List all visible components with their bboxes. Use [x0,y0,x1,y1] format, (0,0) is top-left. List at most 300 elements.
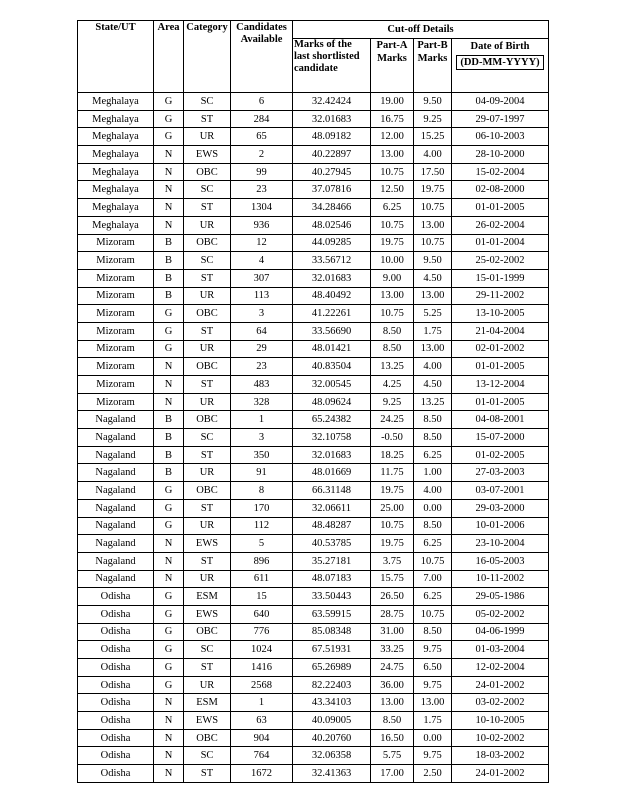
cell-marks-last: 33.56690 [293,322,371,340]
cell-dob: 03-07-2001 [452,482,549,500]
table-row [78,163,549,181]
cell-part-b: 13.00 [414,216,452,234]
cell-area: N [154,146,184,164]
cell-part-b: 8.50 [414,517,452,535]
cell-part-b: 19.75 [414,181,452,199]
cell-area: N [154,376,184,394]
table-row [78,676,549,694]
cell-state: Nagaland [78,552,154,570]
header-category: Category [184,21,231,93]
cell-marks-last: 40.20760 [293,729,371,747]
cell-state: Odisha [78,765,154,783]
cell-part-a: 9.00 [371,269,414,287]
cell-dob: 21-04-2004 [452,322,549,340]
cell-part-a: 16.75 [371,110,414,128]
cell-part-b: 17.50 [414,163,452,181]
cell-dob: 13-10-2005 [452,305,549,323]
cell-candidates: 12 [231,234,293,252]
cell-part-b: 8.50 [414,623,452,641]
cell-dob: 03-02-2002 [452,694,549,712]
cell-candidates: 8 [231,482,293,500]
cell-dob: 10-10-2005 [452,712,549,730]
cell-candidates: 1 [231,694,293,712]
cell-area: N [154,712,184,730]
cell-candidates: 1 [231,411,293,429]
cell-state: Nagaland [78,446,154,464]
cell-category: OBC [184,234,231,252]
cell-marks-last: 48.09624 [293,393,371,411]
cell-part-a: 10.75 [371,163,414,181]
cell-candidates: 91 [231,464,293,482]
cell-area: B [154,446,184,464]
cell-part-b: 6.25 [414,588,452,606]
cell-candidates: 328 [231,393,293,411]
cell-marks-last: 63.59915 [293,605,371,623]
table-row [78,623,549,641]
cell-part-b: 4.50 [414,269,452,287]
cell-area: G [154,322,184,340]
cell-dob: 26-02-2004 [452,216,549,234]
cell-candidates: 776 [231,623,293,641]
cell-dob: 16-05-2003 [452,552,549,570]
cutoff-table-container [77,20,548,783]
cell-state: Mizoram [78,340,154,358]
cell-candidates: 6 [231,93,293,111]
cell-dob: 29-07-1997 [452,110,549,128]
table-row [78,552,549,570]
table-row [78,446,549,464]
table-row [78,110,549,128]
cell-part-a: 3.75 [371,552,414,570]
cell-part-a: 24.75 [371,659,414,677]
table-row [78,659,549,677]
cell-state: Nagaland [78,464,154,482]
table-row [78,340,549,358]
cell-candidates: 170 [231,499,293,517]
header-state: State/UT [78,21,154,93]
cell-candidates: 112 [231,517,293,535]
cell-state: Mizoram [78,287,154,305]
cell-category: ST [184,376,231,394]
cell-category: EWS [184,535,231,553]
cell-category: UR [184,287,231,305]
cell-candidates: 64 [231,322,293,340]
cell-part-a: 31.00 [371,623,414,641]
table-row [78,411,549,429]
cell-marks-last: 65.24382 [293,411,371,429]
cell-marks-last: 48.48287 [293,517,371,535]
cell-part-a: 15.75 [371,570,414,588]
table-row [78,429,549,447]
cell-category: ST [184,110,231,128]
cell-marks-last: 33.56712 [293,252,371,270]
cell-dob: 10-01-2006 [452,517,549,535]
table-row [78,729,549,747]
cell-area: B [154,411,184,429]
header-candidates: Candidates Available [231,21,293,93]
cell-area: N [154,199,184,217]
cell-area: G [154,340,184,358]
cell-state: Odisha [78,729,154,747]
cell-part-a: 17.00 [371,765,414,783]
cell-part-b: 10.75 [414,234,452,252]
cell-part-a: 19.00 [371,93,414,111]
cell-part-b: 8.50 [414,429,452,447]
cell-part-a: 5.75 [371,747,414,765]
cell-category: SC [184,429,231,447]
cell-marks-last: 40.22897 [293,146,371,164]
cell-part-b: 4.00 [414,482,452,500]
cell-state: Nagaland [78,411,154,429]
cell-dob: 29-11-2002 [452,287,549,305]
cell-dob: 01-01-2005 [452,199,549,217]
cell-marks-last: 43.34103 [293,694,371,712]
table-row [78,570,549,588]
cell-area: N [154,694,184,712]
cell-candidates: 4 [231,252,293,270]
cell-part-a: 36.00 [371,676,414,694]
cell-marks-last: 82.22403 [293,676,371,694]
cell-part-a: 10.75 [371,517,414,535]
cell-part-b: 5.25 [414,305,452,323]
cell-category: EWS [184,712,231,730]
cell-candidates: 1416 [231,659,293,677]
table-row [78,464,549,482]
header-date-of-birth [452,39,549,93]
cell-marks-last: 32.42424 [293,93,371,111]
cell-part-a: 11.75 [371,464,414,482]
cell-marks-last: 40.27945 [293,163,371,181]
cell-area: G [154,641,184,659]
cell-part-b: 1.00 [414,464,452,482]
cell-part-a: 12.50 [371,181,414,199]
cell-category: UR [184,570,231,588]
cell-state: Odisha [78,659,154,677]
cell-state: Nagaland [78,499,154,517]
cell-part-a: 25.00 [371,499,414,517]
cell-state: Meghalaya [78,110,154,128]
cell-dob: 10-11-2002 [452,570,549,588]
cell-part-b: 10.75 [414,552,452,570]
cell-area: N [154,570,184,588]
cell-dob: 24-01-2002 [452,676,549,694]
header-dob-title: Date of Birth [470,41,530,52]
cell-category: ESM [184,694,231,712]
cell-category: OBC [184,358,231,376]
cell-category: UR [184,517,231,535]
cell-area: B [154,252,184,270]
cell-marks-last: 48.01421 [293,340,371,358]
cell-candidates: 764 [231,747,293,765]
cell-area: G [154,517,184,535]
cell-category: ST [184,322,231,340]
cell-part-a: 13.00 [371,287,414,305]
table-row [78,216,549,234]
table-row [78,712,549,730]
cell-category: SC [184,181,231,199]
table-row [78,181,549,199]
cell-state: Nagaland [78,482,154,500]
header-dob-format: (DD-MM-YYYY) [456,55,543,70]
cell-area: G [154,482,184,500]
cell-area: N [154,765,184,783]
cell-candidates: 3 [231,305,293,323]
cell-candidates: 99 [231,163,293,181]
table-row [78,605,549,623]
cutoff-table [77,20,549,783]
cell-part-a: -0.50 [371,429,414,447]
table-row [78,199,549,217]
cell-marks-last: 32.01683 [293,269,371,287]
cell-marks-last: 66.31148 [293,482,371,500]
cell-state: Mizoram [78,234,154,252]
header-part-b-marks: Part-B Marks [414,39,452,93]
header-part-a-marks: Part-A Marks [371,39,414,93]
cell-dob: 15-02-2004 [452,163,549,181]
cell-part-a: 9.25 [371,393,414,411]
cell-state: Nagaland [78,429,154,447]
cell-area: N [154,552,184,570]
cell-candidates: 896 [231,552,293,570]
cell-marks-last: 44.09285 [293,234,371,252]
cell-dob: 15-07-2000 [452,429,549,447]
cell-part-b: 6.50 [414,659,452,677]
cell-part-b: 6.25 [414,446,452,464]
cell-dob: 01-02-2005 [452,446,549,464]
cell-candidates: 936 [231,216,293,234]
cell-dob: 15-01-1999 [452,269,549,287]
table-row [78,128,549,146]
cell-part-a: 18.25 [371,446,414,464]
cell-candidates: 611 [231,570,293,588]
cell-candidates: 284 [231,110,293,128]
cell-part-b: 10.75 [414,605,452,623]
table-row [78,93,549,111]
cell-candidates: 3 [231,429,293,447]
cell-area: B [154,429,184,447]
cell-state: Meghalaya [78,199,154,217]
cell-part-a: 10.75 [371,216,414,234]
cell-candidates: 350 [231,446,293,464]
cell-marks-last: 33.50443 [293,588,371,606]
cell-state: Meghalaya [78,216,154,234]
cell-part-b: 9.50 [414,252,452,270]
cell-dob: 29-03-2000 [452,499,549,517]
header-area: Area [154,21,184,93]
cell-marks-last: 32.00545 [293,376,371,394]
cell-category: SC [184,641,231,659]
cell-candidates: 1304 [231,199,293,217]
cell-dob: 04-08-2001 [452,411,549,429]
cell-state: Odisha [78,747,154,765]
table-row [78,305,549,323]
table-row [78,747,549,765]
cell-area: N [154,181,184,199]
cell-dob: 05-02-2002 [452,605,549,623]
cell-category: ST [184,552,231,570]
cell-area: G [154,605,184,623]
header-marks-last-shortlisted: Marks of the last shortlisted candidate [293,39,371,93]
cell-marks-last: 48.01669 [293,464,371,482]
cell-marks-last: 34.28466 [293,199,371,217]
cell-marks-last: 32.01683 [293,446,371,464]
table-row [78,358,549,376]
cell-candidates: 1672 [231,765,293,783]
cell-state: Mizoram [78,322,154,340]
cell-part-b: 13.00 [414,287,452,305]
cell-dob: 18-03-2002 [452,747,549,765]
cell-marks-last: 48.40492 [293,287,371,305]
cell-dob: 10-02-2002 [452,729,549,747]
cell-marks-last: 65.26989 [293,659,371,677]
cell-part-a: 8.50 [371,712,414,730]
cell-part-b: 1.75 [414,322,452,340]
cell-area: G [154,588,184,606]
cell-category: SC [184,93,231,111]
table-row [78,765,549,783]
cell-state: Odisha [78,588,154,606]
cell-category: SC [184,252,231,270]
cell-category: UR [184,340,231,358]
cell-area: N [154,358,184,376]
cell-part-a: 19.75 [371,482,414,500]
cell-marks-last: 67.51931 [293,641,371,659]
cell-marks-last: 40.53785 [293,535,371,553]
cell-dob: 01-01-2005 [452,358,549,376]
cell-part-b: 7.00 [414,570,452,588]
cell-area: G [154,93,184,111]
cell-area: N [154,535,184,553]
cell-state: Meghalaya [78,163,154,181]
cell-dob: 24-01-2002 [452,765,549,783]
cell-part-a: 33.25 [371,641,414,659]
cell-state: Nagaland [78,517,154,535]
cell-dob: 12-02-2004 [452,659,549,677]
cell-category: UR [184,676,231,694]
cell-category: OBC [184,411,231,429]
cell-candidates: 63 [231,712,293,730]
cell-marks-last: 85.08348 [293,623,371,641]
cell-part-b: 9.75 [414,747,452,765]
cell-candidates: 29 [231,340,293,358]
cell-part-b: 4.50 [414,376,452,394]
cell-part-b: 6.25 [414,535,452,553]
cell-marks-last: 40.09005 [293,712,371,730]
cell-state: Odisha [78,605,154,623]
cell-state: Meghalaya [78,93,154,111]
cell-state: Odisha [78,712,154,730]
cell-marks-last: 32.06358 [293,747,371,765]
cell-candidates: 15 [231,588,293,606]
cell-dob: 01-01-2004 [452,234,549,252]
cell-dob: 27-03-2003 [452,464,549,482]
cell-part-a: 19.75 [371,535,414,553]
cell-area: N [154,163,184,181]
cell-candidates: 1024 [231,641,293,659]
cell-category: EWS [184,146,231,164]
cell-state: Meghalaya [78,181,154,199]
cell-candidates: 2568 [231,676,293,694]
cell-part-b: 4.00 [414,146,452,164]
cell-candidates: 483 [231,376,293,394]
cell-category: UR [184,128,231,146]
cell-state: Mizoram [78,252,154,270]
cell-state: Odisha [78,676,154,694]
cell-part-b: 0.00 [414,729,452,747]
cell-category: ST [184,446,231,464]
cell-dob: 02-08-2000 [452,181,549,199]
cell-part-a: 13.25 [371,358,414,376]
cell-state: Mizoram [78,376,154,394]
table-row [78,482,549,500]
cell-part-a: 16.50 [371,729,414,747]
cell-dob: 29-05-1986 [452,588,549,606]
cell-candidates: 2 [231,146,293,164]
cell-area: G [154,676,184,694]
cell-part-b: 8.50 [414,411,452,429]
cell-area: G [154,623,184,641]
cell-area: B [154,234,184,252]
cell-marks-last: 48.07183 [293,570,371,588]
header-cutoff-details: Cut-off Details [293,21,549,39]
cell-dob: 28-10-2000 [452,146,549,164]
cell-candidates: 23 [231,358,293,376]
cell-state: Mizoram [78,305,154,323]
table-row [78,535,549,553]
cell-state: Meghalaya [78,128,154,146]
cell-part-b: 13.25 [414,393,452,411]
cell-part-a: 10.75 [371,305,414,323]
cell-area: G [154,110,184,128]
table-row [78,269,549,287]
cell-candidates: 5 [231,535,293,553]
cell-category: ST [184,765,231,783]
cell-part-a: 10.00 [371,252,414,270]
cell-dob: 13-12-2004 [452,376,549,394]
cell-area: N [154,393,184,411]
cell-marks-last: 35.27181 [293,552,371,570]
cell-marks-last: 48.02546 [293,216,371,234]
cell-dob: 01-03-2004 [452,641,549,659]
cell-part-b: 13.00 [414,340,452,358]
cell-part-a: 26.50 [371,588,414,606]
cell-category: OBC [184,729,231,747]
cell-candidates: 65 [231,128,293,146]
cell-category: UR [184,216,231,234]
cell-area: N [154,747,184,765]
cell-category: ST [184,199,231,217]
cell-category: OBC [184,482,231,500]
cell-state: Meghalaya [78,146,154,164]
cell-candidates: 640 [231,605,293,623]
cell-part-a: 28.75 [371,605,414,623]
table-row [78,252,549,270]
cell-area: N [154,729,184,747]
cell-state: Nagaland [78,535,154,553]
cell-part-b: 15.25 [414,128,452,146]
cell-dob: 23-10-2004 [452,535,549,553]
cell-state: Odisha [78,694,154,712]
cell-part-b: 2.50 [414,765,452,783]
cell-candidates: 904 [231,729,293,747]
cell-dob: 02-01-2002 [452,340,549,358]
cell-state: Odisha [78,623,154,641]
cell-part-a: 19.75 [371,234,414,252]
table-row [78,322,549,340]
cell-part-a: 8.50 [371,322,414,340]
cell-category: OBC [184,305,231,323]
cell-state: Mizoram [78,393,154,411]
